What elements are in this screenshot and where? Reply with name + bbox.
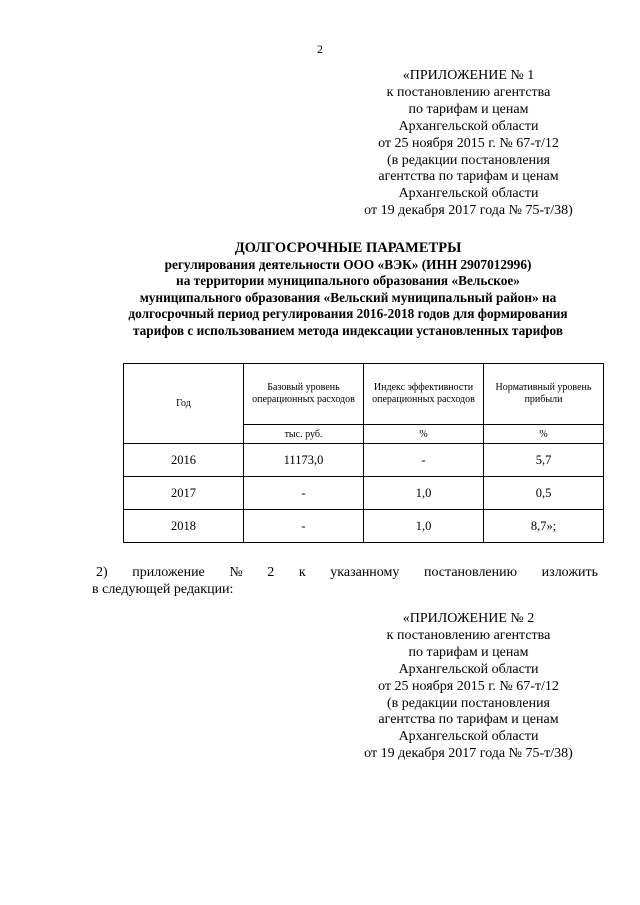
header-year: Год	[124, 364, 244, 444]
header-efficiency-index: Индекс эффективности операционных расходов	[364, 364, 484, 425]
appendix-1-line: (в редакции постановления	[386, 152, 551, 168]
paragraph-word: 2	[267, 565, 275, 580]
cell-profit-level: 0,5	[484, 477, 604, 510]
appendix-2-line: от 19 декабря 2017 года № 75-т/38)	[364, 746, 573, 762]
appendix-2-line: по тарифам и ценам	[408, 644, 529, 660]
paragraph-word: изложить	[541, 565, 598, 580]
appendix-1-line: от 25 ноября 2015 г. № 67-т/12	[378, 135, 559, 151]
amendment-paragraph	[92, 564, 598, 598]
paragraph-line-1	[96, 564, 598, 581]
paragraph-word: постановлению	[423, 565, 518, 580]
cell-profit-level: 8,7»;	[484, 510, 604, 543]
cell-base-opex: -	[244, 477, 364, 510]
appendix-1-line: «ПРИЛОЖЕНИЕ № 1	[402, 68, 535, 83]
cell-year: 2018	[124, 510, 244, 543]
cell-efficiency-index: 1,0	[364, 510, 484, 543]
heading-line: муниципального образования «Вельский муниципальный район» на	[139, 289, 557, 305]
appendix-2-line: Архангельской области	[398, 729, 539, 745]
table-row	[124, 477, 604, 510]
heading-title: ДОЛГОСРОЧНЫЕ ПАРАМЕТРЫ	[234, 240, 462, 256]
heading-line: тарифов с использованием метода индексации установленных тарифов	[132, 322, 564, 338]
paragraph-word: 2)	[96, 565, 108, 580]
appendix-1-line: от 19 декабря 2017 года № 75-т/38)	[364, 203, 573, 219]
appendix-2-line: Архангельской области	[398, 661, 539, 677]
paragraph-word: к	[298, 565, 306, 580]
cell-year: 2016	[124, 444, 244, 477]
heading-line: регулирования деятельности ООО «ВЭК» (ИНН 2907012996)	[164, 256, 532, 272]
paragraph-word: указанному	[330, 565, 400, 580]
cell-profit-level: 5,7	[484, 444, 604, 477]
header-base-opex: Базовый уровень операционных расходов	[244, 364, 364, 425]
appendix-1-line: Архангельской области	[398, 186, 539, 202]
appendix-2-line: «ПРИЛОЖЕНИЕ № 2	[402, 611, 535, 626]
appendix-1-line: по тарифам и ценам	[408, 101, 529, 117]
table-row	[124, 444, 604, 477]
appendix-1-line: Архангельской области	[398, 118, 539, 134]
cell-efficiency-index: -	[364, 444, 484, 477]
appendix-1-line: агентства по тарифам и ценам	[378, 169, 559, 185]
parameters-table	[123, 363, 604, 543]
appendix-2-header	[330, 611, 607, 763]
appendix-2-line: (в редакции постановления	[386, 695, 551, 711]
paragraph-word: №	[229, 565, 243, 580]
appendix-2-line: к постановлению агентства	[386, 627, 551, 643]
table-row	[124, 510, 604, 543]
document-heading	[60, 240, 636, 340]
cell-base-opex: -	[244, 510, 364, 543]
appendix-1-line: к постановлению агентства	[386, 84, 551, 100]
header-profit-level: Нормативный уровень прибыли	[484, 364, 604, 425]
heading-line: долгосрочный период регулирования 2016-2018 годов для формирования	[128, 306, 568, 322]
paragraph-line-2: в следующей редакции:	[92, 582, 234, 597]
cell-efficiency-index: 1,0	[364, 477, 484, 510]
appendix-2-line: агентства по тарифам и ценам	[378, 712, 559, 728]
table-header-row	[124, 364, 604, 425]
cell-year: 2017	[124, 477, 244, 510]
cell-base-opex: 11173,0	[244, 444, 364, 477]
paragraph-word: приложение	[132, 565, 205, 580]
heading-line: на территории муниципального образования «Вельское»	[176, 273, 520, 289]
unit-efficiency-index: %	[364, 425, 484, 444]
unit-profit-level: %	[484, 425, 604, 444]
appendix-2-line: от 25 ноября 2015 г. № 67-т/12	[378, 678, 559, 694]
appendix-1-header	[330, 68, 607, 220]
page-number: 2	[317, 42, 323, 56]
unit-base-opex: тыс. руб.	[244, 425, 364, 444]
